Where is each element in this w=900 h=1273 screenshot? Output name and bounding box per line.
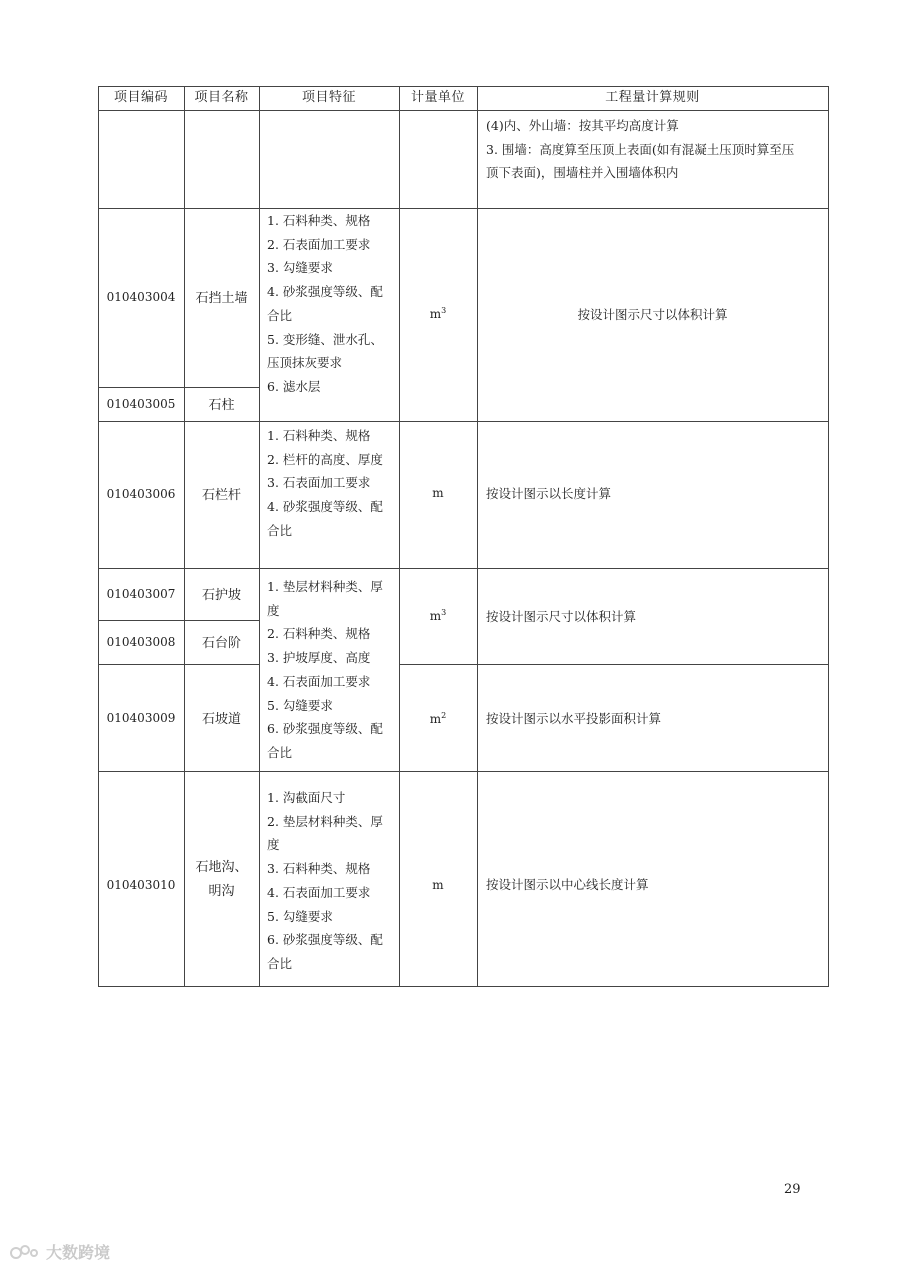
feature-line: 3. 护坡厚度、高度 bbox=[267, 650, 371, 666]
column-divider bbox=[184, 86, 185, 987]
item-code: 010403008 bbox=[106, 635, 176, 649]
row-divider bbox=[98, 620, 259, 621]
feature-list bbox=[267, 424, 397, 543]
rule-line: (4)内、外山墙：按其平均高度计算 bbox=[486, 118, 679, 133]
feature-line: 合比 bbox=[267, 307, 293, 323]
row-divider bbox=[98, 664, 259, 665]
feature-line: 合比 bbox=[267, 522, 293, 538]
row-divider bbox=[98, 568, 829, 569]
watermark bbox=[10, 1240, 110, 1263]
unit-cell bbox=[399, 711, 477, 726]
page-number: 29 bbox=[784, 1182, 801, 1197]
item-code: 010403005 bbox=[106, 397, 176, 411]
feature-line: 6. 砂浆强度等级、配 bbox=[267, 932, 383, 948]
feature-list bbox=[267, 786, 397, 976]
feature-line: 2. 栏杆的高度、厚度 bbox=[267, 451, 383, 467]
row-divider bbox=[98, 387, 259, 388]
feature-line: 5. 勾缝要求 bbox=[267, 697, 333, 713]
feature-line: 4. 石表面加工要求 bbox=[267, 673, 371, 689]
item-code: 010403004 bbox=[106, 290, 176, 304]
unit-cell bbox=[399, 306, 477, 321]
table-header-divider bbox=[98, 110, 829, 111]
unit-exponent: 3 bbox=[441, 306, 447, 315]
row-divider bbox=[98, 421, 829, 422]
item-code: 010403007 bbox=[106, 587, 176, 601]
unit-text: m bbox=[429, 307, 442, 321]
feature-list bbox=[267, 209, 397, 399]
feature-line: 2. 石料种类、规格 bbox=[267, 626, 371, 642]
unit-exponent: 3 bbox=[441, 608, 447, 617]
calc-rule-cell: 按设计图示尺寸以体积计算 bbox=[486, 609, 637, 624]
row-divider bbox=[399, 664, 829, 665]
item-code: 010403010 bbox=[106, 878, 176, 892]
feature-line: 压顶抹灰要求 bbox=[267, 355, 343, 371]
item-name: 石坡道 bbox=[201, 712, 241, 727]
feature-line: 2. 垫层材料种类、厚 bbox=[267, 813, 383, 829]
item-name: 石挡土墙 bbox=[195, 291, 248, 306]
feature-line: 合比 bbox=[267, 955, 293, 971]
item-name-line: 明沟 bbox=[208, 884, 235, 899]
table-border-bottom bbox=[98, 986, 829, 987]
watermark-logo-icon bbox=[10, 1244, 40, 1260]
item-name: 石护坡 bbox=[201, 588, 241, 603]
unit-exponent: 2 bbox=[441, 711, 447, 720]
feature-line: 2. 石表面加工要求 bbox=[267, 236, 371, 252]
unit-text: m bbox=[432, 878, 444, 892]
table-border-left bbox=[98, 86, 99, 987]
column-divider bbox=[259, 86, 260, 987]
row-divider bbox=[98, 771, 829, 772]
feature-line: 1. 石料种类、规格 bbox=[267, 428, 371, 443]
feature-line: 3. 石料种类、规格 bbox=[267, 861, 371, 877]
calc-rule-cell bbox=[486, 114, 826, 185]
feature-line: 度 bbox=[267, 602, 280, 618]
header-item-code: 项目编码 bbox=[113, 90, 168, 105]
row-divider bbox=[98, 208, 829, 209]
feature-line: 4. 砂浆强度等级、配 bbox=[267, 284, 383, 300]
rule-line: 顶下表面)，围墙柱并入围墙体积内 bbox=[486, 165, 679, 181]
item-name bbox=[184, 856, 259, 904]
feature-line: 4. 石表面加工要求 bbox=[267, 884, 371, 900]
unit-cell bbox=[399, 608, 477, 623]
calc-rule-cell: 按设计图示以长度计算 bbox=[486, 486, 612, 501]
header-item-features: 项目特征 bbox=[301, 90, 356, 105]
feature-line: 度 bbox=[267, 837, 280, 853]
item-code: 010403006 bbox=[106, 487, 176, 501]
feature-line: 6. 砂浆强度等级、配 bbox=[267, 721, 383, 737]
header-calc-rule: 工程量计算规则 bbox=[605, 90, 700, 105]
column-divider bbox=[477, 86, 478, 987]
item-code: 010403009 bbox=[106, 711, 176, 725]
calc-rule-cell: 按设计图示以水平投影面积计算 bbox=[486, 711, 662, 726]
unit-text: m bbox=[432, 486, 444, 500]
header-item-name: 项目名称 bbox=[194, 90, 249, 105]
feature-line: 4. 砂浆强度等级、配 bbox=[267, 499, 383, 515]
feature-line: 5. 勾缝要求 bbox=[267, 908, 333, 924]
feature-line: 3. 勾缝要求 bbox=[267, 260, 333, 276]
calc-rule-cell: 按设计图示尺寸以体积计算 bbox=[577, 307, 728, 322]
table-border-right bbox=[828, 86, 829, 987]
rule-line: 3. 围墙：高度算至压顶上表面(如有混凝土压顶时算至压 bbox=[486, 141, 795, 157]
unit-text: m bbox=[429, 712, 442, 726]
feature-line: 1. 石料种类、规格 bbox=[267, 213, 371, 228]
feature-line: 6. 滤水层 bbox=[267, 378, 321, 394]
feature-line: 合比 bbox=[267, 744, 293, 760]
feature-line: 1. 垫层材料种类、厚 bbox=[267, 579, 383, 594]
feature-line: 1. 沟截面尺寸 bbox=[267, 790, 346, 805]
unit-text: m bbox=[429, 609, 442, 623]
feature-list bbox=[267, 575, 397, 765]
item-name-line: 石地沟、 bbox=[195, 860, 248, 875]
header-unit: 计量单位 bbox=[410, 90, 465, 105]
item-name: 石柱 bbox=[208, 398, 235, 413]
item-name: 石台阶 bbox=[201, 636, 241, 651]
watermark-text: 大数跨境 bbox=[46, 1243, 111, 1262]
item-name: 石栏杆 bbox=[201, 488, 241, 503]
feature-line: 3. 石表面加工要求 bbox=[267, 475, 371, 491]
calc-rule-cell: 按设计图示以中心线长度计算 bbox=[486, 877, 649, 892]
column-divider bbox=[399, 86, 400, 987]
feature-line: 5. 变形缝、泄水孔、 bbox=[267, 331, 383, 347]
